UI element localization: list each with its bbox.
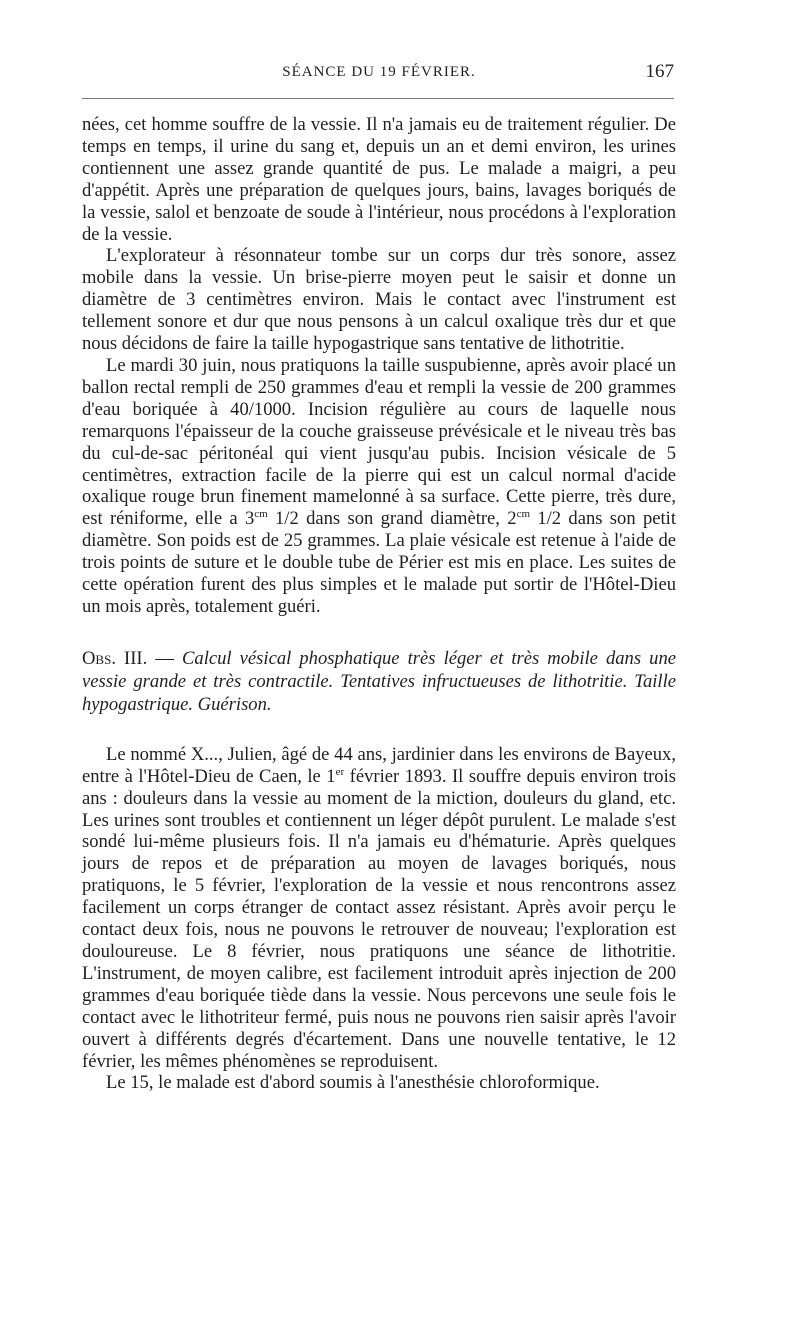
paragraph-operation-part-1: Le mardi 30 juin, nous pratiquons la taille suspubienne, après avoir placé un ballon rectal rempli de 250 grammes d'eau et rempli la vessie de 200 grammes d'eau boriquée à 40/1000. Incision régulière au cours de laquelle nous remarquons l'épaisseur de la couche graisseuse prévésicale et le niveau très bas du cul-de-sac péritonéal qui vient jusqu'au pubis. Incision vésicale de 5 centimètres, extraction facile de la pierre qui est un calcul normal d'acide oxalique rouge brun finement mamelonné à sa surface. Cette pierre, très dure, est réniforme, elle a 3 bbox=[82, 354, 676, 530]
observation-heading bbox=[82, 647, 676, 716]
paragraph-operation-part-2: 1/2 dans son grand diamètre, 2 bbox=[267, 508, 517, 530]
page-body bbox=[82, 114, 676, 1094]
paragraph-case-history bbox=[82, 744, 676, 1073]
observation-number: Obs. III. bbox=[82, 647, 148, 669]
running-title: SÉANCE DU 19 FÉVRIER. bbox=[282, 64, 476, 80]
unit-superscript-1: cm bbox=[254, 508, 268, 521]
page-number: 167 bbox=[645, 61, 674, 82]
unit-superscript-2: cm bbox=[516, 508, 531, 521]
ordinal-superscript: er bbox=[335, 765, 345, 778]
paragraph-exploration: L'explorateur à résonnateur tombe sur un corps dur très sonore, assez mobile dans la vessie. Un brise-pierre moyen peut le saisir et donne un diamètre de 3 centimètres environ. Mais le contact avec l'instrument est tellement sonore et dur que nous pensons à un calcul oxalique très dur et que nous décidons de faire la taille hypogastrique sans tentative de lithotritie. bbox=[82, 245, 676, 355]
paragraph-continuation: nées, cet homme souffre de la vessie. Il n'a jamais eu de traitement régulier. De temps en temps, il urine du sang et, depuis un an et demi environ, les urines contiennent une assez grande quantité de pus. Le malade a maigri, a peu d'appétit. Après une préparation de quelques jours, bains, lavages boriqués de la vessie, salol et benzoate de soude à l'intérieur, nous procédons à l'exploration de la vessie. bbox=[82, 114, 676, 245]
header-rule bbox=[82, 98, 674, 99]
paragraph-anesthesia: Le 15, le malade est d'abord soumis à l'anesthésie chloroformique. bbox=[106, 1072, 600, 1094]
paragraph-operation bbox=[82, 355, 676, 618]
paragraph-case-history-part-2: février 1893. Il souffre depuis environ trois ans : douleurs dans la vessie au moment de la miction, douleurs du gland, etc. Les urines sont troubles et contiennent un léger dépôt purulent. Le malade s'est sondé lui-même plusieurs fois. Il n'a jamais eu d'hématurie. Après quelques jours de repos et de préparation au moyen de lavages boriqués, nous pratiquons, le 5 février, l'exploration de la vessie et nous rencontrons assez facilement un corps étranger de contact assez résistant. Après avoir perçu le contact deux fois, nous ne pouvons le retrouver de nouveau; l'exploration est douloureuse. Le 8 février, nous pratiquons une séance de lithotritie. L'instrument, de moyen calibre, est facilement introduit après injection de 200 grammes d'eau boriquée tiède dans la vessie. Nous percevons une seule fois le contact avec le lithotriteur fermé, puis nous ne pouvons rien saisir après l'avoir ouvert à différents degrés d'écartement. Dans une nouvelle tentative, le 12 février, les mêmes phénomènes se reproduisent. bbox=[82, 765, 677, 1072]
paragraph-operation-part-3: 1/2 dans son petit diamètre. Son poids est de 25 grammes. La plaie vésicale est retenue à l'aide de trois points de suture et le double tube de Périer est mis en place. Les suites de cette opération furent des plus simples et le malade put sortir de l'Hôtel-Dieu un mois après, totalement guéri. bbox=[82, 508, 676, 617]
running-header bbox=[82, 61, 676, 86]
paragraph-case-history-part-1: Le nommé X..., Julien, âgé de 44 ans, jardinier dans les environs de Bayeux, entre à l'Hôtel-Dieu de Caen, le 1 bbox=[82, 743, 676, 787]
observation-title: Calcul vésical phosphatique très léger et très mobile dans une vessie grande et très contractile. Tentatives infructueuses de lithotritie. Taille hypogastrique. Guérison. bbox=[82, 647, 677, 715]
observation-dash: — bbox=[147, 647, 183, 669]
